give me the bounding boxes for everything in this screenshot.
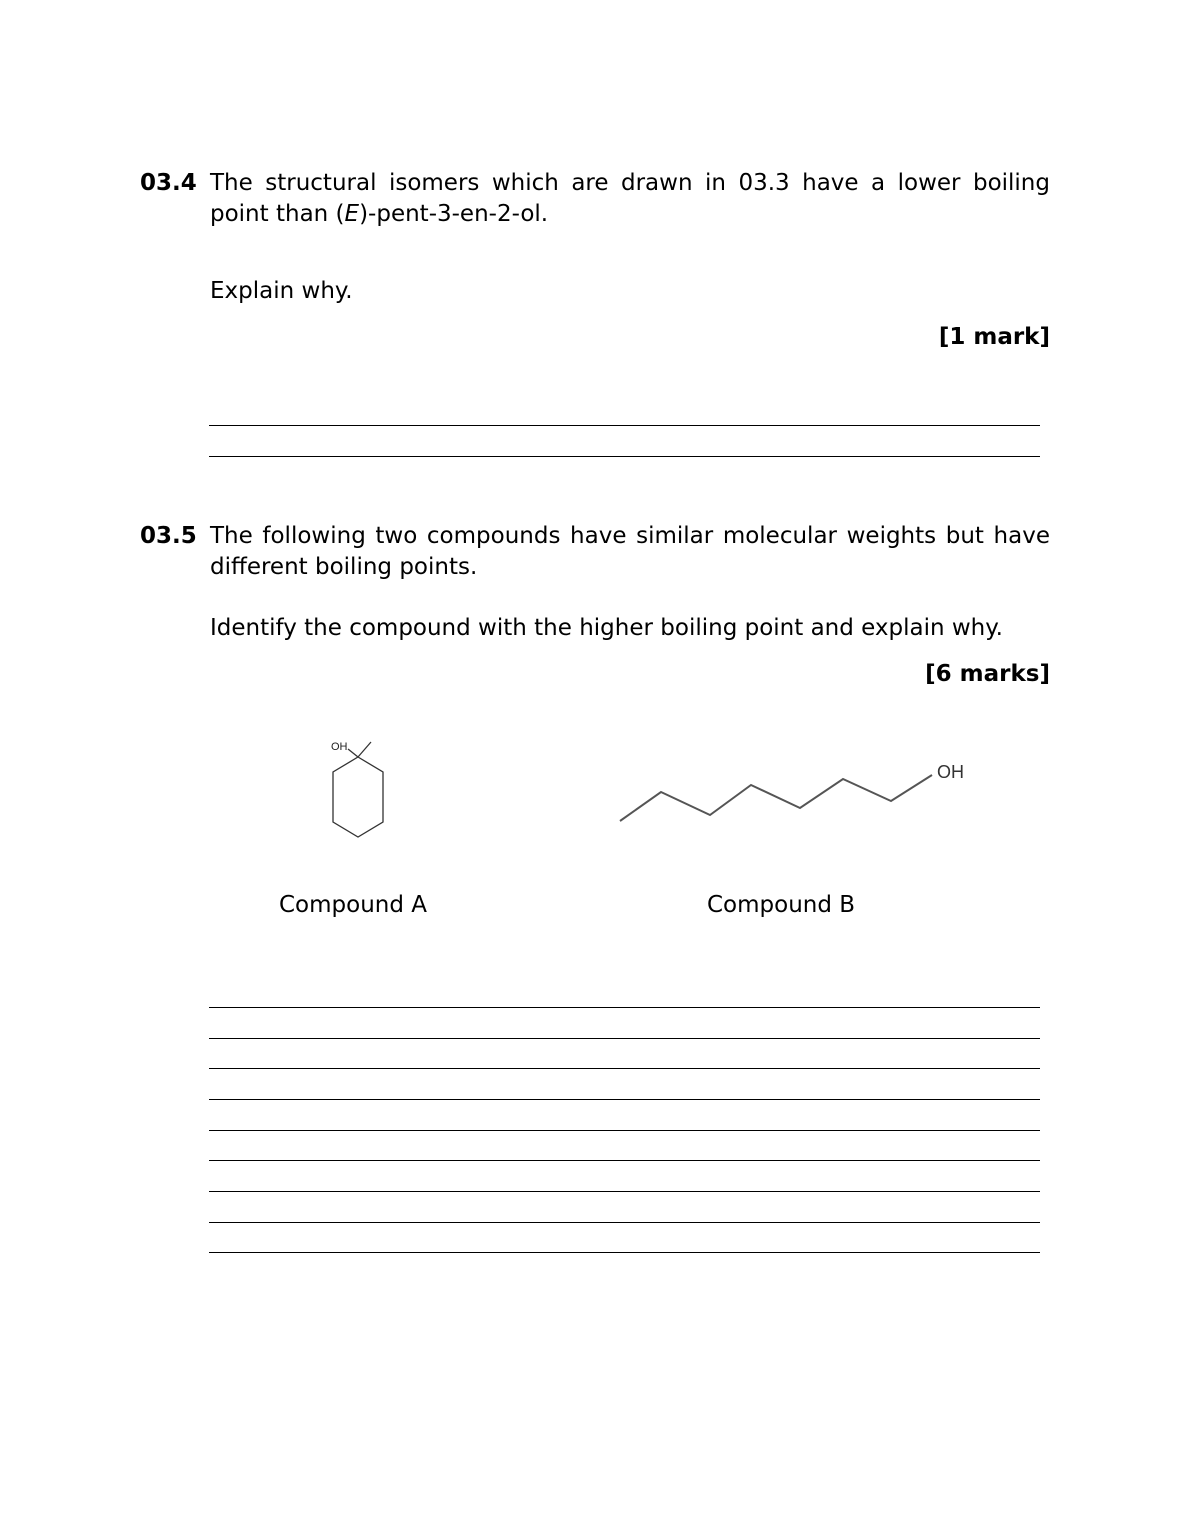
- answer-line[interactable]: [209, 1160, 1040, 1161]
- compound-b-label: Compound B: [707, 892, 856, 918]
- instruction-03-4: Explain why.: [210, 278, 353, 304]
- compound-a-structure: [320, 735, 400, 845]
- compound-b-structure: [610, 755, 980, 830]
- question-text-03-5: The following two compounds have similar molecular weights but have different boiling points.: [210, 523, 1050, 580]
- answer-line[interactable]: [209, 1222, 1040, 1223]
- answer-line[interactable]: [209, 1068, 1040, 1069]
- question-text-03-4: [210, 168, 1050, 230]
- cyclohexane-ring: [333, 757, 383, 837]
- compound-b-oh-label: OH: [937, 762, 964, 782]
- answer-line[interactable]: [209, 425, 1040, 426]
- question-text-part-1: The structural isomers which are drawn in 03.3 have a lower boiling point than (: [210, 170, 1050, 227]
- question-text-italic-e: E: [344, 201, 360, 227]
- answer-line[interactable]: [209, 1007, 1040, 1008]
- answer-line[interactable]: [209, 1252, 1040, 1253]
- instruction-03-5: Identify the compound with the higher boiling point and explain why.: [210, 615, 1003, 641]
- answer-line[interactable]: [209, 456, 1040, 457]
- compound-a-label: Compound A: [279, 892, 428, 918]
- answer-line[interactable]: [209, 1130, 1040, 1131]
- oh-bond: [348, 749, 358, 757]
- answer-line[interactable]: [209, 1038, 1040, 1039]
- marks-03-5: [6 marks]: [925, 661, 1050, 687]
- question-number-03-4: 03.4: [140, 170, 197, 196]
- marks-03-4: [1 mark]: [938, 324, 1050, 350]
- methyl-bond: [358, 742, 371, 757]
- answer-line[interactable]: [209, 1099, 1040, 1100]
- answer-line[interactable]: [209, 1191, 1040, 1192]
- question-number-03-5: 03.5: [140, 523, 197, 549]
- compound-a-oh-label: OH: [331, 741, 348, 753]
- question-text-part-2: )-pent-3-en-2-ol.: [359, 201, 549, 227]
- carbon-chain: [620, 775, 932, 821]
